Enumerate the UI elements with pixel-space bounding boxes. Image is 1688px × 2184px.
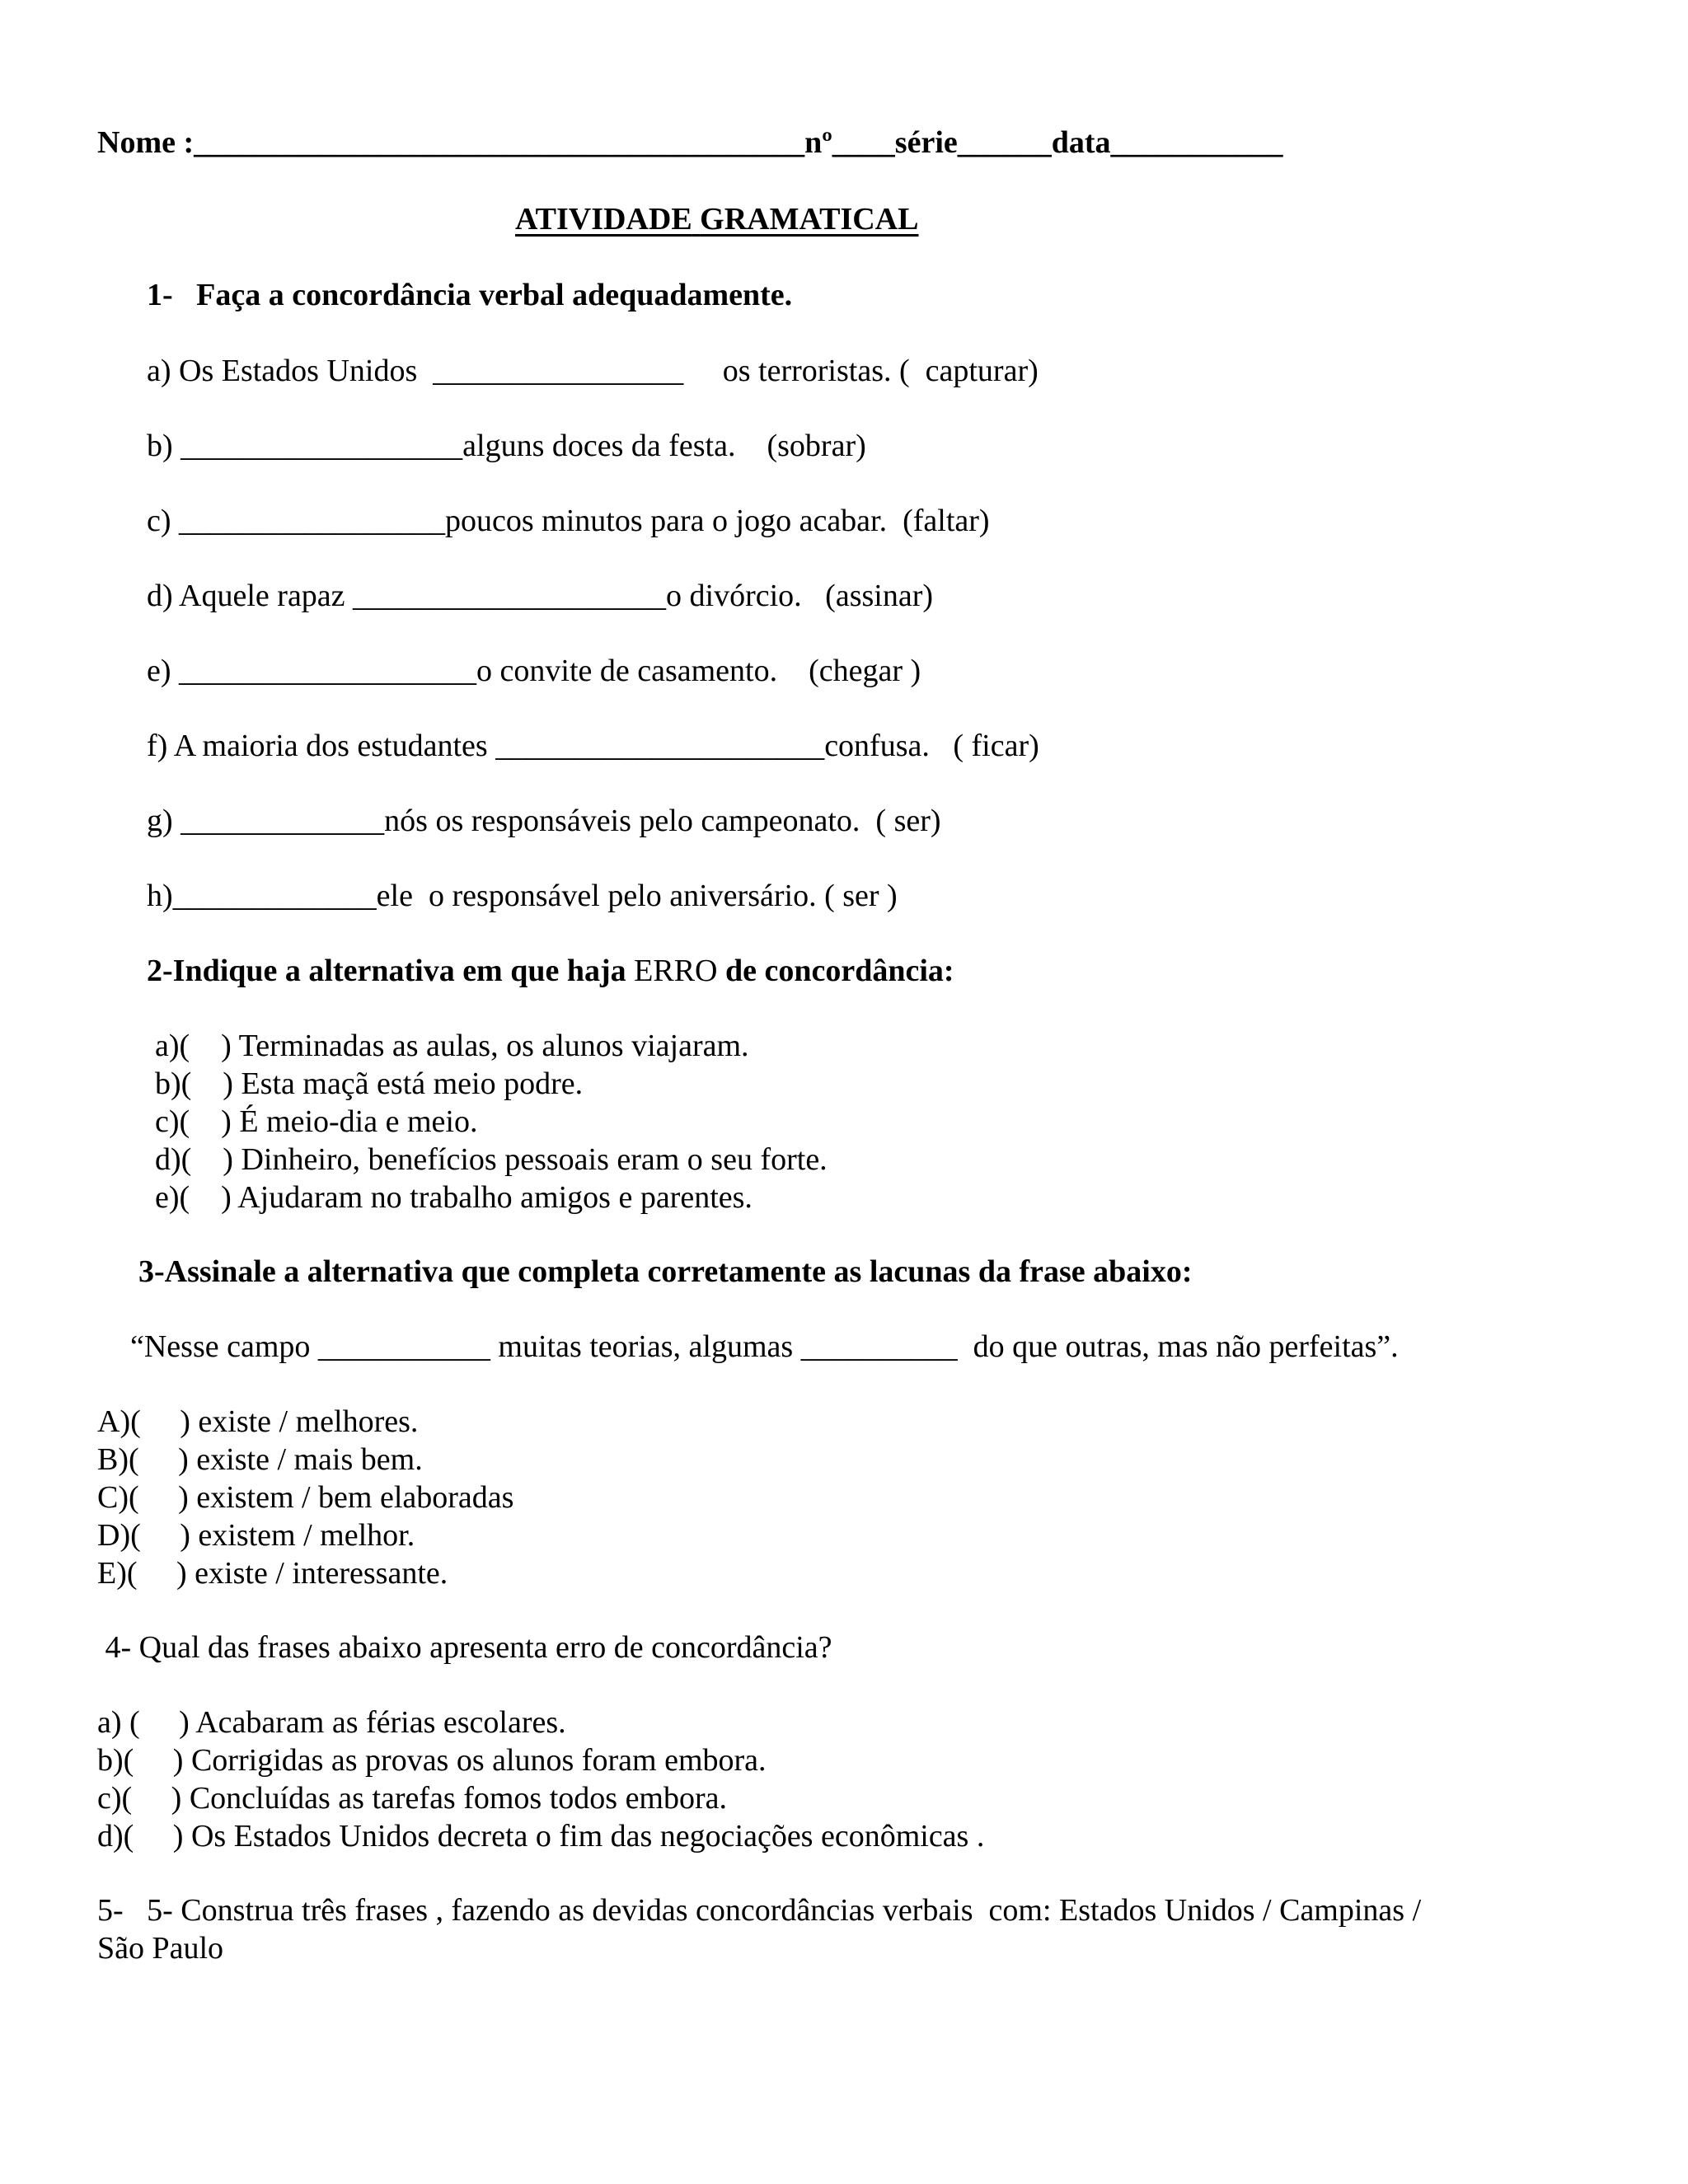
title-word-1: ATIVIDADE bbox=[515, 202, 692, 237]
question-3-heading: 3-Assinale a alternativa que completa corretamente as lacunas da frase abaixo: bbox=[138, 1254, 1193, 1289]
q2-option-d: d)( ) Dinheiro, benefícios pessoais eram o seu forte. bbox=[155, 1142, 828, 1177]
title-word-2: GRAMATICAL bbox=[700, 202, 919, 237]
q1-item-f: f) A maioria dos estudantes _____________________confusa. ( ficar) bbox=[147, 729, 1039, 763]
q2-heading-erro: ERRO bbox=[634, 954, 718, 988]
q1-item-d: d) Aquele rapaz ____________________o divórcio. (assinar) bbox=[147, 579, 934, 613]
question-5-line-1: 5- 5- Construa três frases , fazendo as devidas concordâncias verbais com: Estados Unidos / Campinas / bbox=[97, 1893, 1422, 1928]
page-title bbox=[515, 200, 918, 238]
q1-item-h: h)_____________ele o responsável pelo aniversário. ( ser ) bbox=[147, 879, 898, 913]
q2-heading-part-2: de concordância: bbox=[717, 954, 954, 988]
q2-option-e: e)( ) Ajudaram no trabalho amigos e parentes. bbox=[155, 1180, 753, 1215]
q3-option-a: A)( ) existe / melhores. bbox=[97, 1404, 419, 1439]
q4-option-d: d)( ) Os Estados Unidos decreta o fim das negociações econômicas . bbox=[97, 1819, 985, 1854]
q3-option-d: D)( ) existem / melhor. bbox=[97, 1518, 415, 1553]
q3-option-e: E)( ) existe / interessante. bbox=[97, 1556, 448, 1591]
q3-option-b: B)( ) existe / mais bem. bbox=[97, 1442, 423, 1477]
q1-item-g: g) _____________nós os responsáveis pelo campeonato. ( ser) bbox=[147, 804, 941, 838]
q4-option-a: a) ( ) Acabaram as férias escolares. bbox=[97, 1705, 566, 1740]
q3-sentence: “Nesse campo ___________ muitas teorias, algumas __________ do que outras, mas não perfeitas”. bbox=[130, 1329, 1399, 1364]
q1-item-a: a) Os Estados Unidos ________________ os terroristas. ( capturar) bbox=[147, 354, 1039, 388]
question-4-heading: 4- Qual das frases abaixo apresenta erro de concordância? bbox=[97, 1630, 832, 1665]
q2-option-a: a)( ) Terminadas as aulas, os alunos viajaram. bbox=[155, 1029, 749, 1063]
q1-item-c: c) _________________poucos minutos para o jogo acabar. (faltar) bbox=[147, 504, 990, 538]
q2-option-b: b)( ) Esta maçã está meio podre. bbox=[155, 1066, 584, 1101]
q1-item-e: e) ___________________o convite de casamento. (chegar ) bbox=[147, 654, 921, 688]
question-1-heading: 1- Faça a concordância verbal adequadamente. bbox=[147, 278, 793, 312]
question-2-heading bbox=[147, 952, 954, 990]
q4-option-c: c)( ) Concluídas as tarefas fomos todos embora. bbox=[97, 1781, 728, 1816]
question-5-line-2: São Paulo bbox=[97, 1931, 224, 1966]
q3-option-c: C)( ) existem / bem elaboradas bbox=[97, 1480, 514, 1515]
q1-item-b: b) __________________alguns doces da festa. (sobrar) bbox=[147, 429, 866, 463]
q2-heading-part-1: 2-Indique a alternativa em que haja bbox=[147, 954, 635, 988]
q2-option-c: c)( ) É meio-dia e meio. bbox=[155, 1104, 478, 1139]
student-info-line: Nome :_______________________________________nº____série______data___________ bbox=[97, 125, 1283, 160]
q4-option-b: b)( ) Corrigidas as provas os alunos foram embora. bbox=[97, 1743, 767, 1778]
